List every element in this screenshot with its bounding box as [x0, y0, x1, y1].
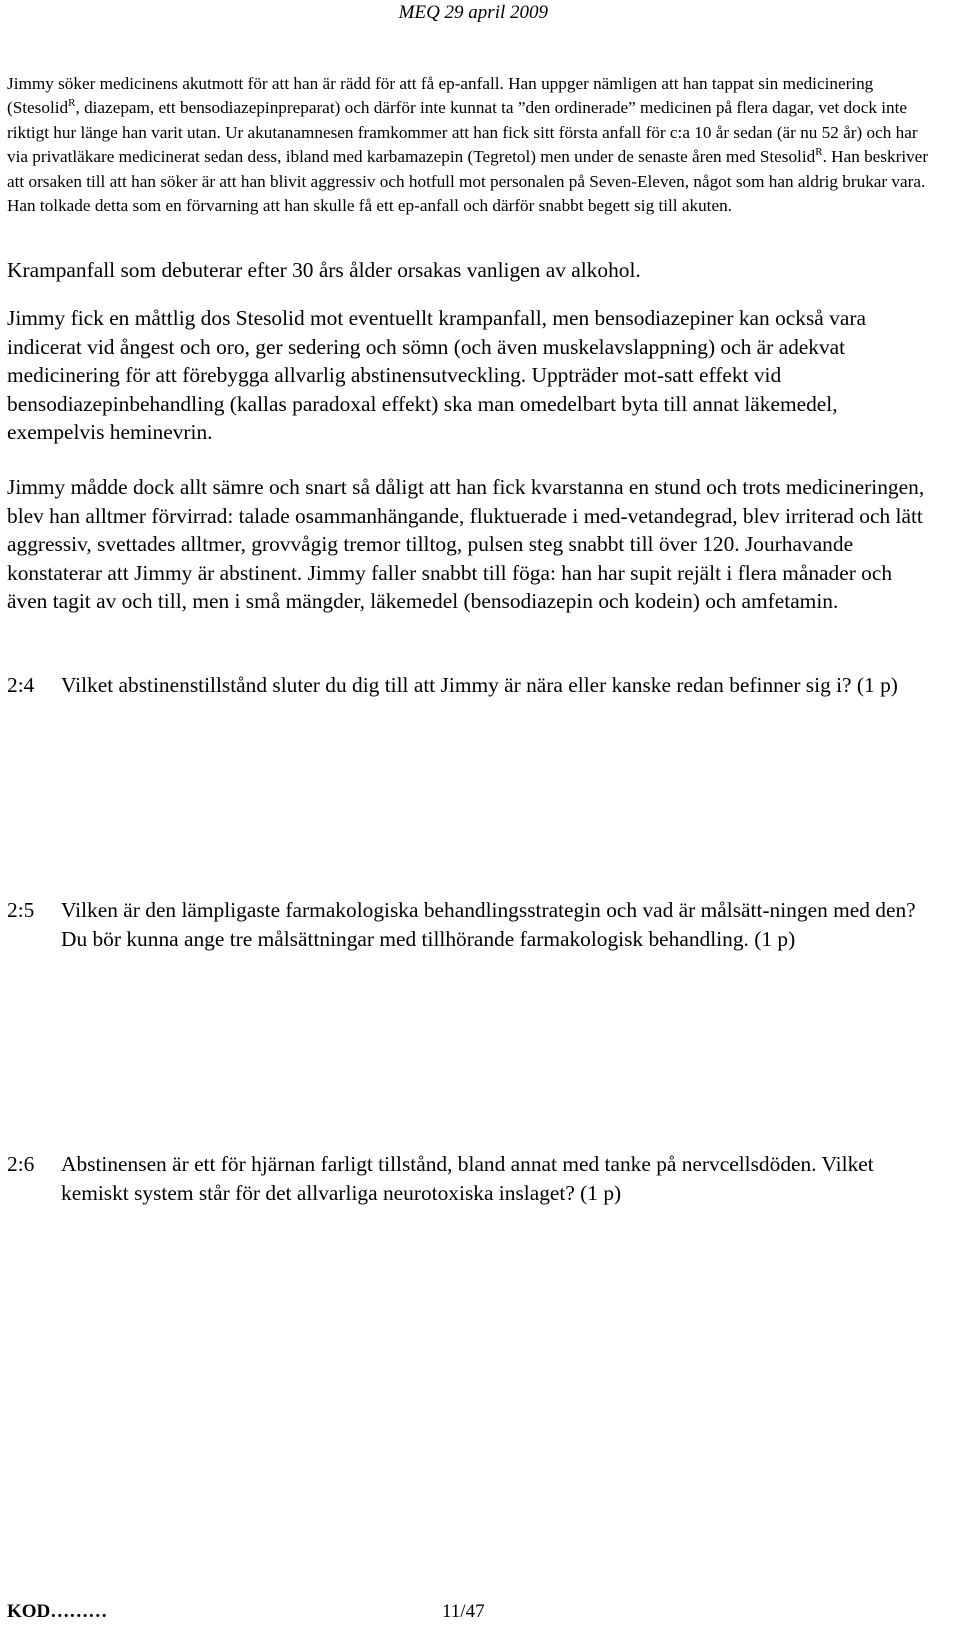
page-footer: [7, 1601, 607, 1623]
question-2-4: [7, 671, 933, 700]
question-number: 2:5: [7, 898, 35, 922]
code-field: KOD………: [7, 1601, 108, 1622]
treatment-paragraph: Jimmy fick en måttlig dos Stesolid mot eventuellt krampanfall, men bensodiazepiner kan också vara indicerat vid ångest och oro, ger sedering och sömn (och även muskelavslappning) och är adekvat medicinering för att förebygga allvarlig abstinensutveckling. Uppträder mot-satt effekt vid bensodiazepinbehandling (kallas paradoxal effekt) ska man omedelbart byta till annat läkemedel, exempelvis heminevrin.: [7, 306, 866, 445]
deterioration-paragraph: Jimmy mådde dock allt sämre och snart så dåligt att han fick kvarstanna en stund och trots medicineringen, blev han alltmer förvirrad: talade osammanhängande, fluktuerade i med-vetandegrad, blev irriterad och lätt aggressiv, svettades alltmer, grovvågig tremor tilltog, pulsen steg snabbt till över 120. Jourhavande konstaterar att Jimmy är abstinent. Jimmy faller snabbt till föga: han har supit rejält i flera månader och även tagit av och till, men i små mängder, läkemedel (bensodiazepin och kodein) och amfetamin.: [7, 475, 925, 614]
case-intro-paragraph: [7, 72, 933, 218]
intro-text-2: , diazepam, ett bensodiazepinpreparat) och därför inte kunnat ta ”den ordinerade” medicinen på flera dagar, vet dock inte riktigt hur länge han varit utan. Ur akutanamnesen framkommer att han fick sitt första anfall för c:a 10 år sedan (är nu 52 år) och har via privatläkare medicinerat sedan dess, ibland med karbamazepin (Tegretol) men under de senaste åren med Stesolid: [7, 98, 918, 167]
question-2-6: [7, 1150, 933, 1207]
question-number: 2:4: [7, 673, 35, 697]
question-number: 2:6: [7, 1152, 35, 1176]
question-2-5: [7, 896, 933, 953]
question-text: Abstinensen är ett för hjärnan farligt tillstånd, bland annat med tanke på nervcellsdöden. Vilket kemiskt system står för det allvarliga neurotoxiska inslaget? (1 p): [61, 1152, 874, 1205]
intro-text-1: Jimmy söker medicinens akutmott för att han är rädd för att få ep-anfall. Han uppger nämligen att han tappat sin medicinering (Stesolid: [7, 74, 874, 118]
page-header: MEQ 29 april 2009: [398, 2, 548, 23]
alcohol-statement: Krampanfall som debuterar efter 30 års ålder orsakas vanligen av alkohol.: [7, 258, 641, 282]
intro-text-3: . Han beskriver att orsaken till att han söker är att han blivit aggressiv och hotfull mot personalen på Seven-Eleven, något som han aldrig brukar vara. Han tolkade detta som en förvarning att han skulle få ett ep-anfall och därför snabbt begett sig till akuten.: [7, 147, 929, 216]
registered-mark: R: [68, 97, 76, 110]
question-text: Vilket abstinenstillstånd sluter du dig till att Jimmy är nära eller kanske redan befinner sig i? (1 p): [61, 673, 898, 697]
registered-mark: R: [815, 146, 823, 159]
question-text: Vilken är den lämpligaste farmakologiska behandlingsstrategin och vad är målsätt-ningen med den? Du bör kunna ange tre målsättningar med tillhörande farmakologisk behandling. (1 p): [61, 898, 916, 951]
page-number: 11/47: [442, 1601, 485, 1622]
